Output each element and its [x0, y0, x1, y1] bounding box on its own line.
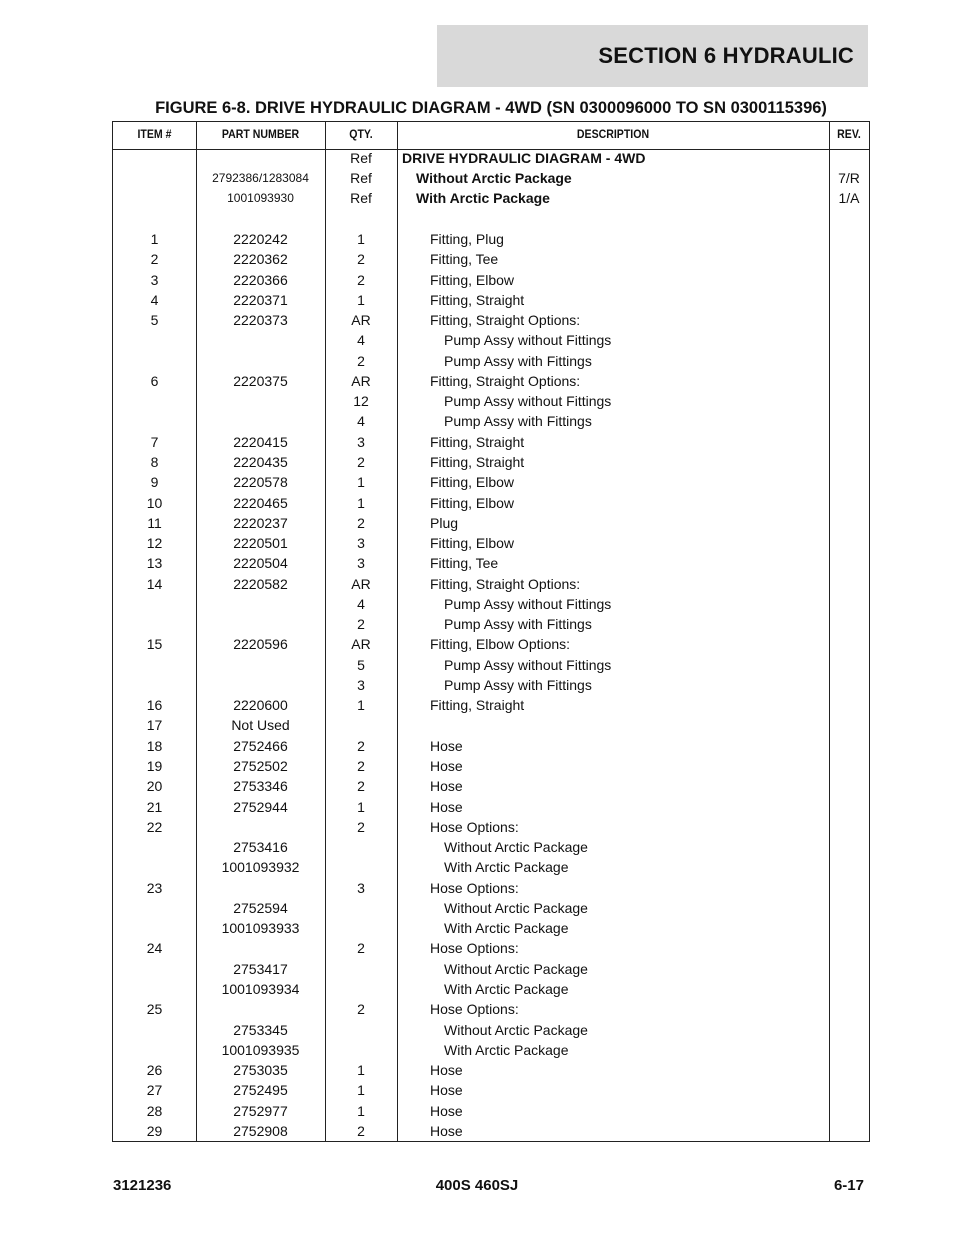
quantity-cell: 1: [357, 291, 365, 308]
description-cell: With Arctic Package: [444, 920, 569, 937]
table-row: [113, 675, 869, 695]
item-number-cell: 16: [146, 697, 163, 714]
quantity-cell: 3: [357, 555, 365, 572]
quantity-cell: AR: [351, 372, 371, 389]
part-number-cell: 2752908: [233, 1122, 288, 1139]
description-cell: Fitting, Tee: [430, 555, 499, 572]
description-cell: Pump Assy with Fittings: [444, 676, 592, 693]
item-number-cell: 24: [146, 940, 163, 957]
quantity-cell: 1: [357, 474, 365, 491]
part-number-cell: 2220375: [233, 372, 288, 389]
description-cell: Hose: [430, 1122, 463, 1139]
table-row: [113, 229, 869, 249]
quantity-cell: 1: [357, 1102, 365, 1119]
table-row: [113, 472, 869, 492]
quantity-cell: 2: [357, 737, 365, 754]
table-row: [113, 938, 869, 958]
table-row: [113, 1080, 869, 1100]
item-number-cell: 4: [150, 291, 159, 308]
part-number-cell: 2753346: [233, 778, 288, 795]
header-description: DESCRIPTION: [576, 127, 650, 141]
item-number-cell: 9: [150, 474, 159, 491]
parts-table: [112, 121, 870, 1142]
table-row: [113, 715, 869, 735]
footer-page-number: 6-17: [833, 1177, 864, 1194]
part-number-cell: 2220582: [233, 575, 288, 592]
quantity-cell: AR: [351, 636, 371, 653]
table-row: [113, 148, 869, 168]
quantity-cell: 2: [357, 1001, 365, 1018]
description-cell: Fitting, Elbow: [430, 474, 515, 491]
part-number-cell: 2752944: [233, 798, 288, 815]
description-cell: Fitting, Straight Options:: [430, 372, 581, 389]
description-cell: Fitting, Elbow: [430, 535, 515, 552]
description-cell: Pump Assy without Fittings: [444, 595, 612, 612]
part-number-cell: 2220373: [233, 312, 288, 329]
description-cell: Pump Assy with Fittings: [444, 413, 592, 430]
description-cell: Without Arctic Package: [416, 170, 572, 186]
item-number-cell: 14: [146, 575, 163, 592]
part-number-cell: 2752977: [233, 1102, 288, 1119]
table-row: [113, 1020, 869, 1040]
quantity-cell: 1: [357, 231, 365, 247]
item-number-cell: 12: [146, 535, 163, 552]
description-cell: Fitting, Straight Options:: [430, 575, 581, 592]
table-row: [113, 878, 869, 898]
description-cell: Fitting, Straight: [430, 291, 525, 308]
item-number-cell: 8: [150, 453, 159, 470]
table-row: [113, 817, 869, 837]
quantity-cell: 4: [357, 332, 365, 349]
description-cell: With Arctic Package: [444, 980, 569, 997]
table-row: [113, 411, 869, 431]
item-number-cell: 20: [146, 778, 163, 795]
table-row: [113, 857, 869, 877]
table-row: [113, 1040, 869, 1060]
table-row: [113, 918, 869, 938]
item-number-cell: 2: [150, 251, 159, 268]
description-cell: Hose Options:: [430, 818, 519, 835]
part-number-cell: 2220600: [233, 697, 288, 714]
description-cell: Pump Assy without Fittings: [444, 332, 612, 349]
table-row: [113, 188, 869, 208]
description-cell: Hose: [430, 798, 463, 815]
quantity-cell: Ref: [350, 170, 372, 186]
revision-cell: 7/R: [838, 170, 860, 186]
item-number-cell: 6: [150, 372, 159, 389]
quantity-cell: 2: [357, 940, 365, 957]
quantity-cell: 2: [357, 514, 365, 531]
table-row: [113, 432, 869, 452]
quantity-cell: 2: [357, 352, 365, 369]
table-row: [113, 533, 869, 553]
description-cell: Without Arctic Package: [444, 899, 588, 916]
part-number-cell: 2220415: [233, 433, 288, 450]
quantity-cell: Ref: [350, 190, 372, 206]
item-number-cell: 27: [146, 1082, 163, 1099]
part-number-cell: 2753417: [233, 960, 288, 977]
description-cell: Fitting, Straight: [430, 697, 525, 714]
description-cell: Hose Options:: [430, 1001, 519, 1018]
figure-title: FIGURE 6-8. DRIVE HYDRAULIC DIAGRAM - 4WD (SN 0300096000 TO SN 0300115396): [155, 99, 827, 117]
description-cell: Fitting, Straight: [430, 453, 525, 470]
part-number-cell: 2792386/1283084: [212, 171, 309, 185]
description-cell: Fitting, Elbow: [430, 271, 515, 288]
table-row: [113, 776, 869, 796]
quantity-cell: 4: [357, 595, 365, 612]
quantity-cell: 2: [357, 453, 365, 470]
header-rev: REV.: [837, 127, 861, 141]
description-cell: Hose: [430, 1062, 463, 1079]
table-row: [113, 736, 869, 756]
description-cell: Hose: [430, 778, 463, 795]
item-number-cell: 18: [146, 737, 163, 754]
table-row: [113, 1060, 869, 1080]
item-number-cell: 21: [146, 798, 163, 815]
item-number-cell: 29: [146, 1122, 163, 1139]
description-cell: Fitting, Plug: [430, 231, 504, 247]
table-row: [113, 270, 869, 290]
section-banner: [437, 25, 868, 87]
item-number-cell: 23: [146, 879, 163, 896]
table-row: [113, 391, 869, 411]
table-row: [113, 695, 869, 715]
description-cell: Pump Assy with Fittings: [444, 352, 592, 369]
item-number-cell: 5: [150, 312, 159, 329]
part-number-cell: 2220578: [233, 474, 288, 491]
header-part-number: PART NUMBER: [221, 127, 300, 141]
quantity-cell: 2: [357, 758, 365, 775]
item-number-cell: 1: [150, 231, 159, 247]
quantity-cell: 2: [357, 1122, 365, 1139]
description-cell: Hose: [430, 737, 463, 754]
description-cell: Pump Assy without Fittings: [444, 393, 612, 410]
table-row: [113, 979, 869, 999]
description-cell: Without Arctic Package: [444, 960, 588, 977]
table-row: [113, 1121, 869, 1141]
item-number-cell: 26: [146, 1062, 163, 1079]
table-row: [113, 634, 869, 654]
description-cell: Hose: [430, 758, 463, 775]
description-cell: Hose: [430, 1102, 463, 1119]
table-row: [113, 553, 869, 573]
footer-model: 400S 460SJ: [435, 1177, 519, 1194]
part-number-cell: 2220242: [233, 231, 288, 247]
table-row: [113, 797, 869, 817]
revision-cell: 1/A: [838, 190, 860, 206]
part-number-cell: 2220501: [233, 535, 288, 552]
part-number-cell: 2753416: [233, 839, 288, 856]
part-number-cell: 2752502: [233, 758, 288, 775]
part-number-cell: 2220237: [233, 514, 288, 531]
table-row: [113, 837, 869, 857]
quantity-cell: 1: [357, 1082, 365, 1099]
description-cell: Without Arctic Package: [444, 1021, 588, 1038]
part-number-cell: 2752495: [233, 1082, 288, 1099]
quantity-cell: 1: [357, 798, 365, 815]
description-cell: DRIVE HYDRAULIC DIAGRAM - 4WD: [402, 150, 646, 166]
table-row: [113, 655, 869, 675]
footer-doc-number: 3121236: [113, 1177, 172, 1194]
part-number-cell: 2220596: [233, 636, 288, 653]
quantity-cell: 1: [357, 1062, 365, 1079]
part-number-cell: 2220435: [233, 453, 288, 470]
header-item: ITEM #: [137, 127, 172, 141]
part-number-cell: 2753345: [233, 1021, 288, 1038]
part-number-cell: 1001093932: [221, 859, 300, 876]
quantity-cell: 3: [357, 676, 365, 693]
quantity-cell: 3: [357, 535, 365, 552]
header-qty: QTY.: [349, 127, 373, 141]
item-number-cell: 28: [146, 1102, 163, 1119]
item-number-cell: 25: [146, 1001, 163, 1018]
description-cell: Fitting, Straight: [430, 433, 525, 450]
item-number-cell: 15: [146, 636, 163, 653]
table-row: [113, 1101, 869, 1121]
table-row: [113, 168, 869, 188]
description-cell: Fitting, Elbow: [430, 494, 515, 511]
part-number-cell: 2220366: [233, 271, 288, 288]
quantity-cell: Ref: [350, 150, 372, 166]
item-number-cell: 11: [147, 514, 162, 531]
quantity-cell: 12: [353, 393, 369, 410]
quantity-cell: AR: [351, 575, 371, 592]
table-row: [113, 310, 869, 330]
description-cell: Pump Assy with Fittings: [444, 616, 592, 633]
description-cell: Hose: [430, 1082, 463, 1099]
part-number-cell: 2220504: [233, 555, 288, 572]
description-cell: Hose Options:: [430, 879, 519, 896]
table-row: [113, 493, 869, 513]
description-cell: Hose Options:: [430, 940, 519, 957]
item-number-cell: 7: [150, 433, 159, 450]
table-row: [113, 614, 869, 634]
description-cell: Fitting, Elbow Options:: [430, 636, 571, 653]
section-title: SECTION 6 HYDRAULIC: [598, 43, 854, 68]
table-row: [113, 999, 869, 1019]
part-number-cell: 2220465: [233, 494, 288, 511]
description-cell: With Arctic Package: [416, 190, 550, 206]
description-cell: Without Arctic Package: [444, 839, 588, 856]
part-number-cell: 2220371: [233, 291, 288, 308]
table-row: [113, 290, 869, 310]
description-cell: Plug: [430, 514, 459, 531]
quantity-cell: 2: [357, 616, 365, 633]
table-row: [113, 574, 869, 594]
part-number-cell: 1001093933: [221, 920, 300, 937]
quantity-cell: 2: [357, 251, 365, 268]
quantity-cell: 4: [357, 413, 365, 430]
item-number-cell: 17: [146, 717, 163, 734]
quantity-cell: 1: [357, 494, 365, 511]
description-cell: Fitting, Straight Options:: [430, 312, 581, 329]
table-row: [113, 898, 869, 918]
table-row: [113, 513, 869, 533]
quantity-cell: 2: [357, 818, 365, 835]
description-cell: With Arctic Package: [444, 859, 569, 876]
quantity-cell: 3: [357, 433, 365, 450]
quantity-cell: 2: [357, 271, 365, 288]
part-number-cell: 1001093930: [227, 191, 294, 205]
part-number-cell: 1001093935: [221, 1041, 300, 1058]
table-row: [113, 351, 869, 371]
table-row: [113, 756, 869, 776]
part-number-cell: 2753035: [233, 1062, 288, 1079]
table-row: [113, 452, 869, 472]
item-number-cell: 22: [146, 818, 163, 835]
part-number-cell: Not Used: [231, 717, 290, 734]
table-row: [113, 330, 869, 350]
part-number-cell: 1001093934: [221, 980, 300, 997]
quantity-cell: 3: [357, 879, 365, 896]
description-cell: Pump Assy without Fittings: [444, 656, 612, 673]
quantity-cell: AR: [351, 312, 371, 329]
item-number-cell: 3: [150, 271, 159, 288]
part-number-cell: 2752594: [233, 899, 288, 916]
table-row: [113, 371, 869, 391]
item-number-cell: 10: [146, 494, 163, 511]
description-cell: Fitting, Tee: [430, 251, 499, 268]
description-cell: With Arctic Package: [444, 1041, 569, 1058]
quantity-cell: 2: [357, 778, 365, 795]
table-row: [113, 959, 869, 979]
table-row: [113, 249, 869, 269]
item-number-cell: 19: [146, 758, 163, 775]
part-number-cell: 2220362: [233, 251, 288, 268]
quantity-cell: 1: [357, 697, 365, 714]
quantity-cell: 5: [357, 656, 365, 673]
item-number-cell: 13: [146, 555, 163, 572]
part-number-cell: 2752466: [233, 737, 288, 754]
table-row: [113, 594, 869, 614]
